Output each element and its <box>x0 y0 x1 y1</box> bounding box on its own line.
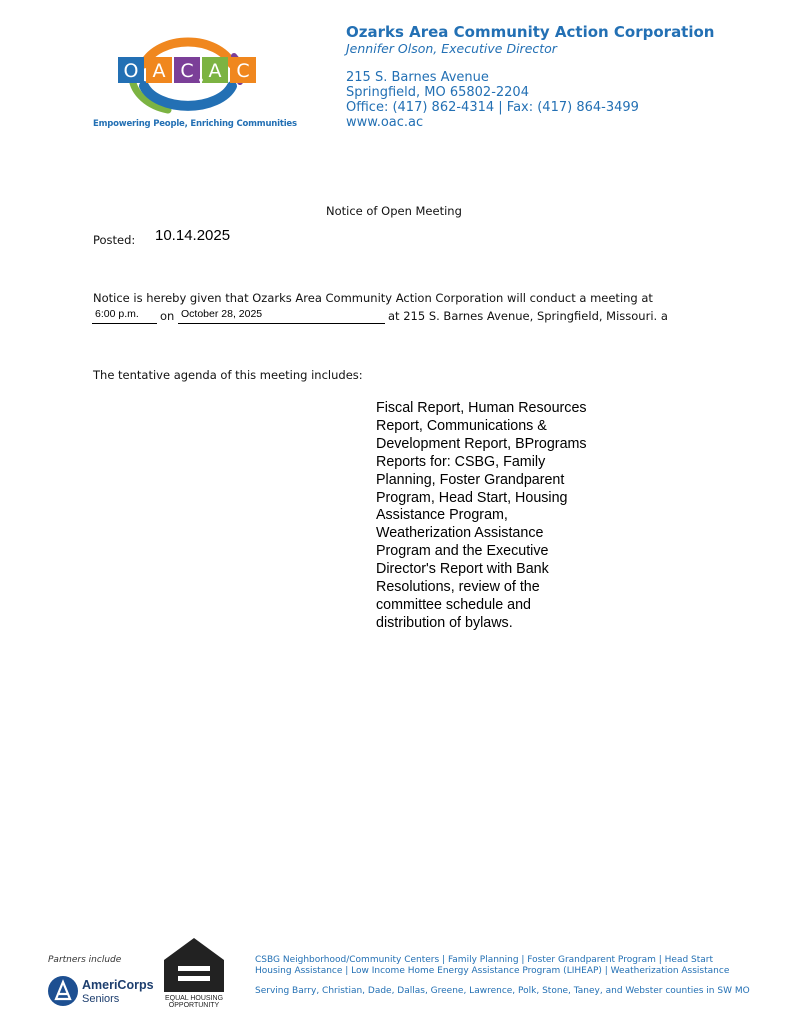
logo-letter: A <box>208 60 222 82</box>
americorps-seniors-logo <box>46 974 166 1008</box>
agenda-line: Fiscal Report, Human Resources <box>376 400 587 416</box>
agenda-line: committee schedule and <box>376 596 531 613</box>
oacac-logo <box>88 20 288 132</box>
logo-letter: C <box>236 60 250 82</box>
executive-director: Jennifer Olson, Executive Director <box>346 41 557 56</box>
org-name: Ozarks Area Community Action Corporation <box>346 23 715 41</box>
time-underline <box>92 323 157 324</box>
posted-label: Posted: <box>93 233 136 247</box>
agenda-line: Development Report, BPrograms <box>376 435 587 452</box>
agenda-line: distribution of bylaws. <box>376 614 513 631</box>
agenda-line: Report, Communications & <box>376 417 547 434</box>
logo-tagline: Empowering People, Enriching Communities <box>93 119 297 129</box>
agenda-line: Resolutions, review of the <box>376 579 540 596</box>
notice-line-2: at 215 S. Barnes Avenue, Springfield, Missouri. a <box>388 309 668 323</box>
notice-title: Notice of Open Meeting <box>326 204 462 218</box>
logo-letter: A <box>152 60 166 82</box>
agenda-line: Planning, Foster Grandparent <box>376 471 565 488</box>
programs-line-1: CSBG Neighborhood/Community Centers | Family Planning | Foster Grandparent Program | Head Start <box>255 955 714 965</box>
agenda-line: Assistance Program, <box>376 507 508 524</box>
americorps-name: AmeriCorps <box>82 978 154 992</box>
eho-line-2: OPPORTUNITY <box>168 1002 220 1008</box>
website-link[interactable]: www.oac.ac <box>346 115 424 130</box>
agenda-line: Director's Report with Bank <box>376 561 549 578</box>
agenda-line: Weatherization Assistance <box>376 525 544 542</box>
equal-housing-opportunity-logo <box>160 936 228 1008</box>
meeting-date: October 28, 2025 <box>181 308 263 320</box>
address-line-1: 215 S. Barnes Avenue <box>346 70 489 85</box>
meeting-time: 6:00 p.m. <box>95 308 139 320</box>
partners-label: Partners include <box>48 955 122 965</box>
agenda-intro: The tentative agenda of this meeting includes: <box>93 368 363 382</box>
logo-letter: C <box>180 60 194 82</box>
date-underline <box>178 323 385 324</box>
phone-fax: Office: (417) 862-4314 | Fax: (417) 864-3499 <box>346 100 639 115</box>
agenda-text <box>376 400 626 633</box>
logo-letter: O <box>123 60 139 82</box>
posted-date: 10.14.2025 <box>155 227 231 244</box>
agenda-line: Reports for: CSBG, Family <box>376 453 546 470</box>
counties-served: Serving Barry, Christian, Dade, Dallas, Greene, Lawrence, Polk, Stone, Taney, and Webster counties in SW MO <box>255 986 750 996</box>
eho-line-1: EQUAL HOUSING <box>164 995 224 1002</box>
agenda-line: Program, Head Start, Housing <box>376 489 568 506</box>
address-line-2: Springfield, MO 65802-2204 <box>346 85 529 100</box>
on-label: on <box>160 309 175 323</box>
house-icon <box>164 938 224 992</box>
programs-line-2: Housing Assistance | Low Income Home Energy Assistance Program (LIHEAP) | Weatherization Assistance <box>255 966 730 976</box>
agenda-line: Program and the Executive <box>376 543 549 560</box>
notice-line-1: Notice is hereby given that Ozarks Area Community Action Corporation will conduct a meeting at <box>93 291 653 305</box>
americorps-sub: Seniors <box>82 993 120 1005</box>
